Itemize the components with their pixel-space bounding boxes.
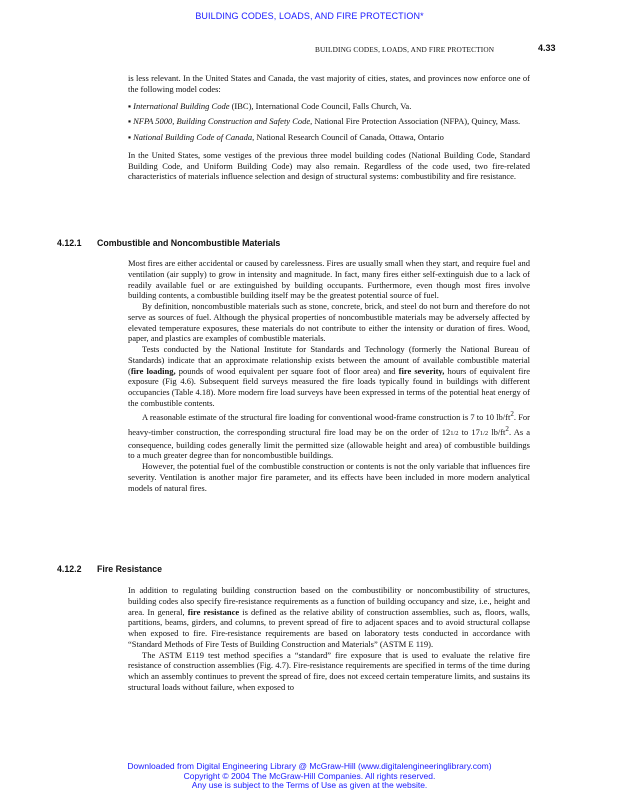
document-banner-title[interactable]: BUILDING CODES, LOADS, AND FIRE PROTECTION* [195,11,424,21]
section-heading [57,238,280,248]
superscript: 2 [510,409,514,418]
code-details: , National Fire Protection Association (NFPA), Quincy, Mass. [310,116,521,127]
fraction: 1/2 [479,429,489,437]
key-term: fire loading, [130,365,176,376]
key-term: fire severity, [398,365,445,376]
intro-paragraph: In the United States, some vestiges of the previous three model building codes (National Building Code, Standard Building Code, and Uniform Building Code) may also remain. Regardless of the code used, two fire-related characteristics of materials influence selection and design of structural systems: combustibility and fire resistance. [128,149,530,182]
body-paragraph: The ASTM E119 test method specifies a “standard” fire exposure that is used to evaluate the relative fire resistance of construction assemblies (Fig. 4.7). Fire-resistance requirements are specified in terms of the time during which an assembly continues to prevent the spread of fire, does not exceed certain temperature limits, and sustains its structural loads without failure, when exposed to [128,649,530,692]
model-code-list [128,101,530,143]
body-paragraph: Most fires are either accidental or caused by carelessness. Fires are usually small when they start, and require fuel and ventilation (air supply) to grow in intensity and magnitude. In fact, many fires either self-extinguish due to a lack of readily available fuel or are extinguished by building occupants. Furthermore, even though most fires involve building contents, a combustible building itself may be the greatest potential source of fuel. [128,258,530,301]
copyright-line: Copyright © 2004 The McGraw-Hill Companies. All rights reserved. [183,770,436,781]
section-body [128,258,530,493]
code-title: NFPA 5000, Building Construction and Safety Code [133,116,311,127]
body-paragraph: By definition, noncombustible materials such as stone, concrete, brick, and steel do not burn and therefore do not serve as sources of fuel. Although the physical properties of noncombustible materials may be adversely affected by elevated temperature exposures, these materials do not contribute to either the intensity or duration of fires. Wood, paper, and plastics are examples of combustible materials. [128,301,530,344]
list-item: ▪ International Building Code (IBC), International Code Council, Falls Church, Va. [128,100,412,111]
body-paragraph: In addition to regulating building construction based on the combustibility or noncombustibility of structures, building codes also specify fire-resistance requirements as a function of building occupancy and size, i.e., height and area. In general, fire resistance is defined as the relative ability of construction assemblies, such as, floors, walls, partitions, beams, girders, and columns, to prevent spread of fire to adjacent spaces and to avoid structural collapse when exposed to fire. Fire-resistance requirements are based on laboratory tests conducted in accordance with “Standard Methods of Fire Tests of Building Construction and Materials” (ASTM E 119). [128,585,531,649]
section-body [128,585,530,693]
body-paragraph: Tests conducted by the National Institute for Standards and Technology (formerly the National Bureau of Standards) indicate that an approximate relationship exists between the amount of available combustible material (fire loading, pounds of wood equivalent per square foot of floor area) and fire severity, hours of equivalent fire exposure (Fig 4.6). Subsequent field surveys measured the fire loads typically found in buildings with different occupancies (Table 4.18). More modern fire load surveys have been expressed in terms of the potential heat energy of the combustible contents. [128,344,530,408]
fraction: 1/2 [450,429,459,437]
section-title: Fire Resistance [97,564,163,574]
running-header: BUILDING CODES, LOADS, AND FIRE PROTECTION [315,45,495,54]
code-details: (IBC), International Code Council, Falls Church, Va. [229,100,412,111]
page-number: 4.33 [538,43,556,53]
intro-paragraph: is less relevant. In the United States and Canada, the vast majority of cities, states, and provinces now enforce one of the following model codes: [128,73,530,94]
body-paragraph: However, the potential fuel of the combustible construction or contents is not the only variable that influences fire severity. Ventilation is another major fire parameter, and its effects have been included in more modern analytical models of natural fires. [128,461,530,493]
code-details: , National Research Council of Canada, Ottawa, Ontario [252,132,444,142]
section-number: 4.12.2 [57,564,82,574]
list-item: ▪ NFPA 5000, Building Construction and Safety Code, National Fire Protection Association (NFPA), Quincy, Mass. [128,116,521,127]
code-title: International Building Code [133,100,230,111]
intro-block [128,73,530,182]
footer-notice [0,762,619,791]
body-paragraph: A reasonable estimate of the structural fire loading for conventional wood-frame construction is 7 to 10 $lb/ft^2$. For heavy-timber construction, the corresponding structural fire load may be on the order of 121/2 to 171/2 $lb/ft^2$. As a consequence, building codes generally limit the permitted size (allowable height and area) of combustible buildings to a much greater degree than for noncombustible buildings. [128,409,531,461]
terms-of-use-link[interactable]: Any use is subject to the Terms of Use as given at the website. [191,780,428,791]
superscript: 2 [505,425,509,434]
download-source-link[interactable]: Downloaded from Digital Engineering Library @ McGraw-Hill (www.digitalengineeringlibrary.com) [127,761,492,771]
code-title: National Building Code of Canada [133,132,253,142]
section-heading [57,564,162,574]
section-number: 4.12.1 [57,238,82,248]
list-item: ▪ National Building Code of Canada, National Research Council of Canada, Ottawa, Ontario [128,132,444,142]
section-title: Combustible and Noncombustible Materials [97,238,281,248]
key-term: fire resistance [187,606,240,617]
